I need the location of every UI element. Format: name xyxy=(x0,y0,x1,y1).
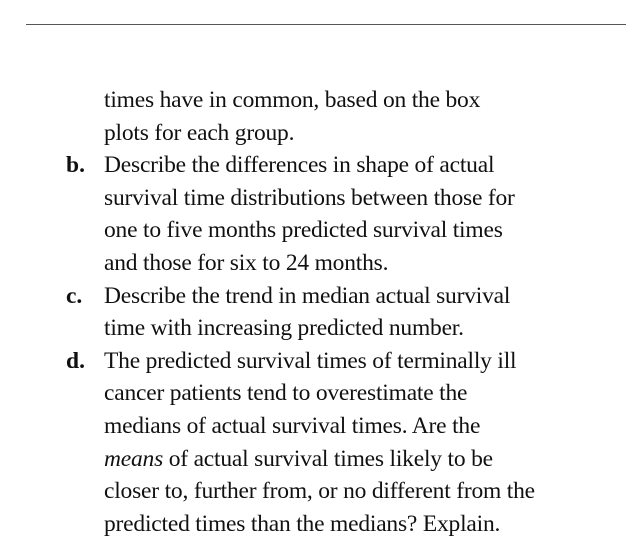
text-line: survival time distributions between those for xyxy=(104,184,515,211)
emphasis-means: means xyxy=(104,445,164,472)
item-label-c: c. xyxy=(66,282,83,309)
text-line: plots for each group. xyxy=(104,119,295,146)
text-line: The predicted survival times of terminally ill xyxy=(104,347,517,374)
text-line: one to five months predicted survival times xyxy=(104,217,503,244)
text-line: cancer patients tend to overestimate the xyxy=(104,380,468,407)
text-line: closer to, further from, or no different from the xyxy=(104,478,535,505)
text-line xyxy=(104,443,493,476)
text-line: time with increasing predicted number. xyxy=(104,315,464,342)
text-line: medians of actual survival times. Are the xyxy=(104,413,481,439)
item-label-b: b. xyxy=(66,152,85,179)
top-divider xyxy=(26,24,626,25)
text-line: Describe the trend in median actual survival xyxy=(104,282,511,309)
text-line: predicted times than the medians? Explain. xyxy=(104,510,501,537)
text-line: Describe the differences in shape of actual xyxy=(104,152,495,179)
text-fragment: of actual survival times likely to be xyxy=(163,445,493,472)
text-line: times have in common, based on the box xyxy=(104,87,481,113)
text-line: and those for six to 24 months. xyxy=(104,250,389,276)
item-label-d: d. xyxy=(66,347,85,374)
